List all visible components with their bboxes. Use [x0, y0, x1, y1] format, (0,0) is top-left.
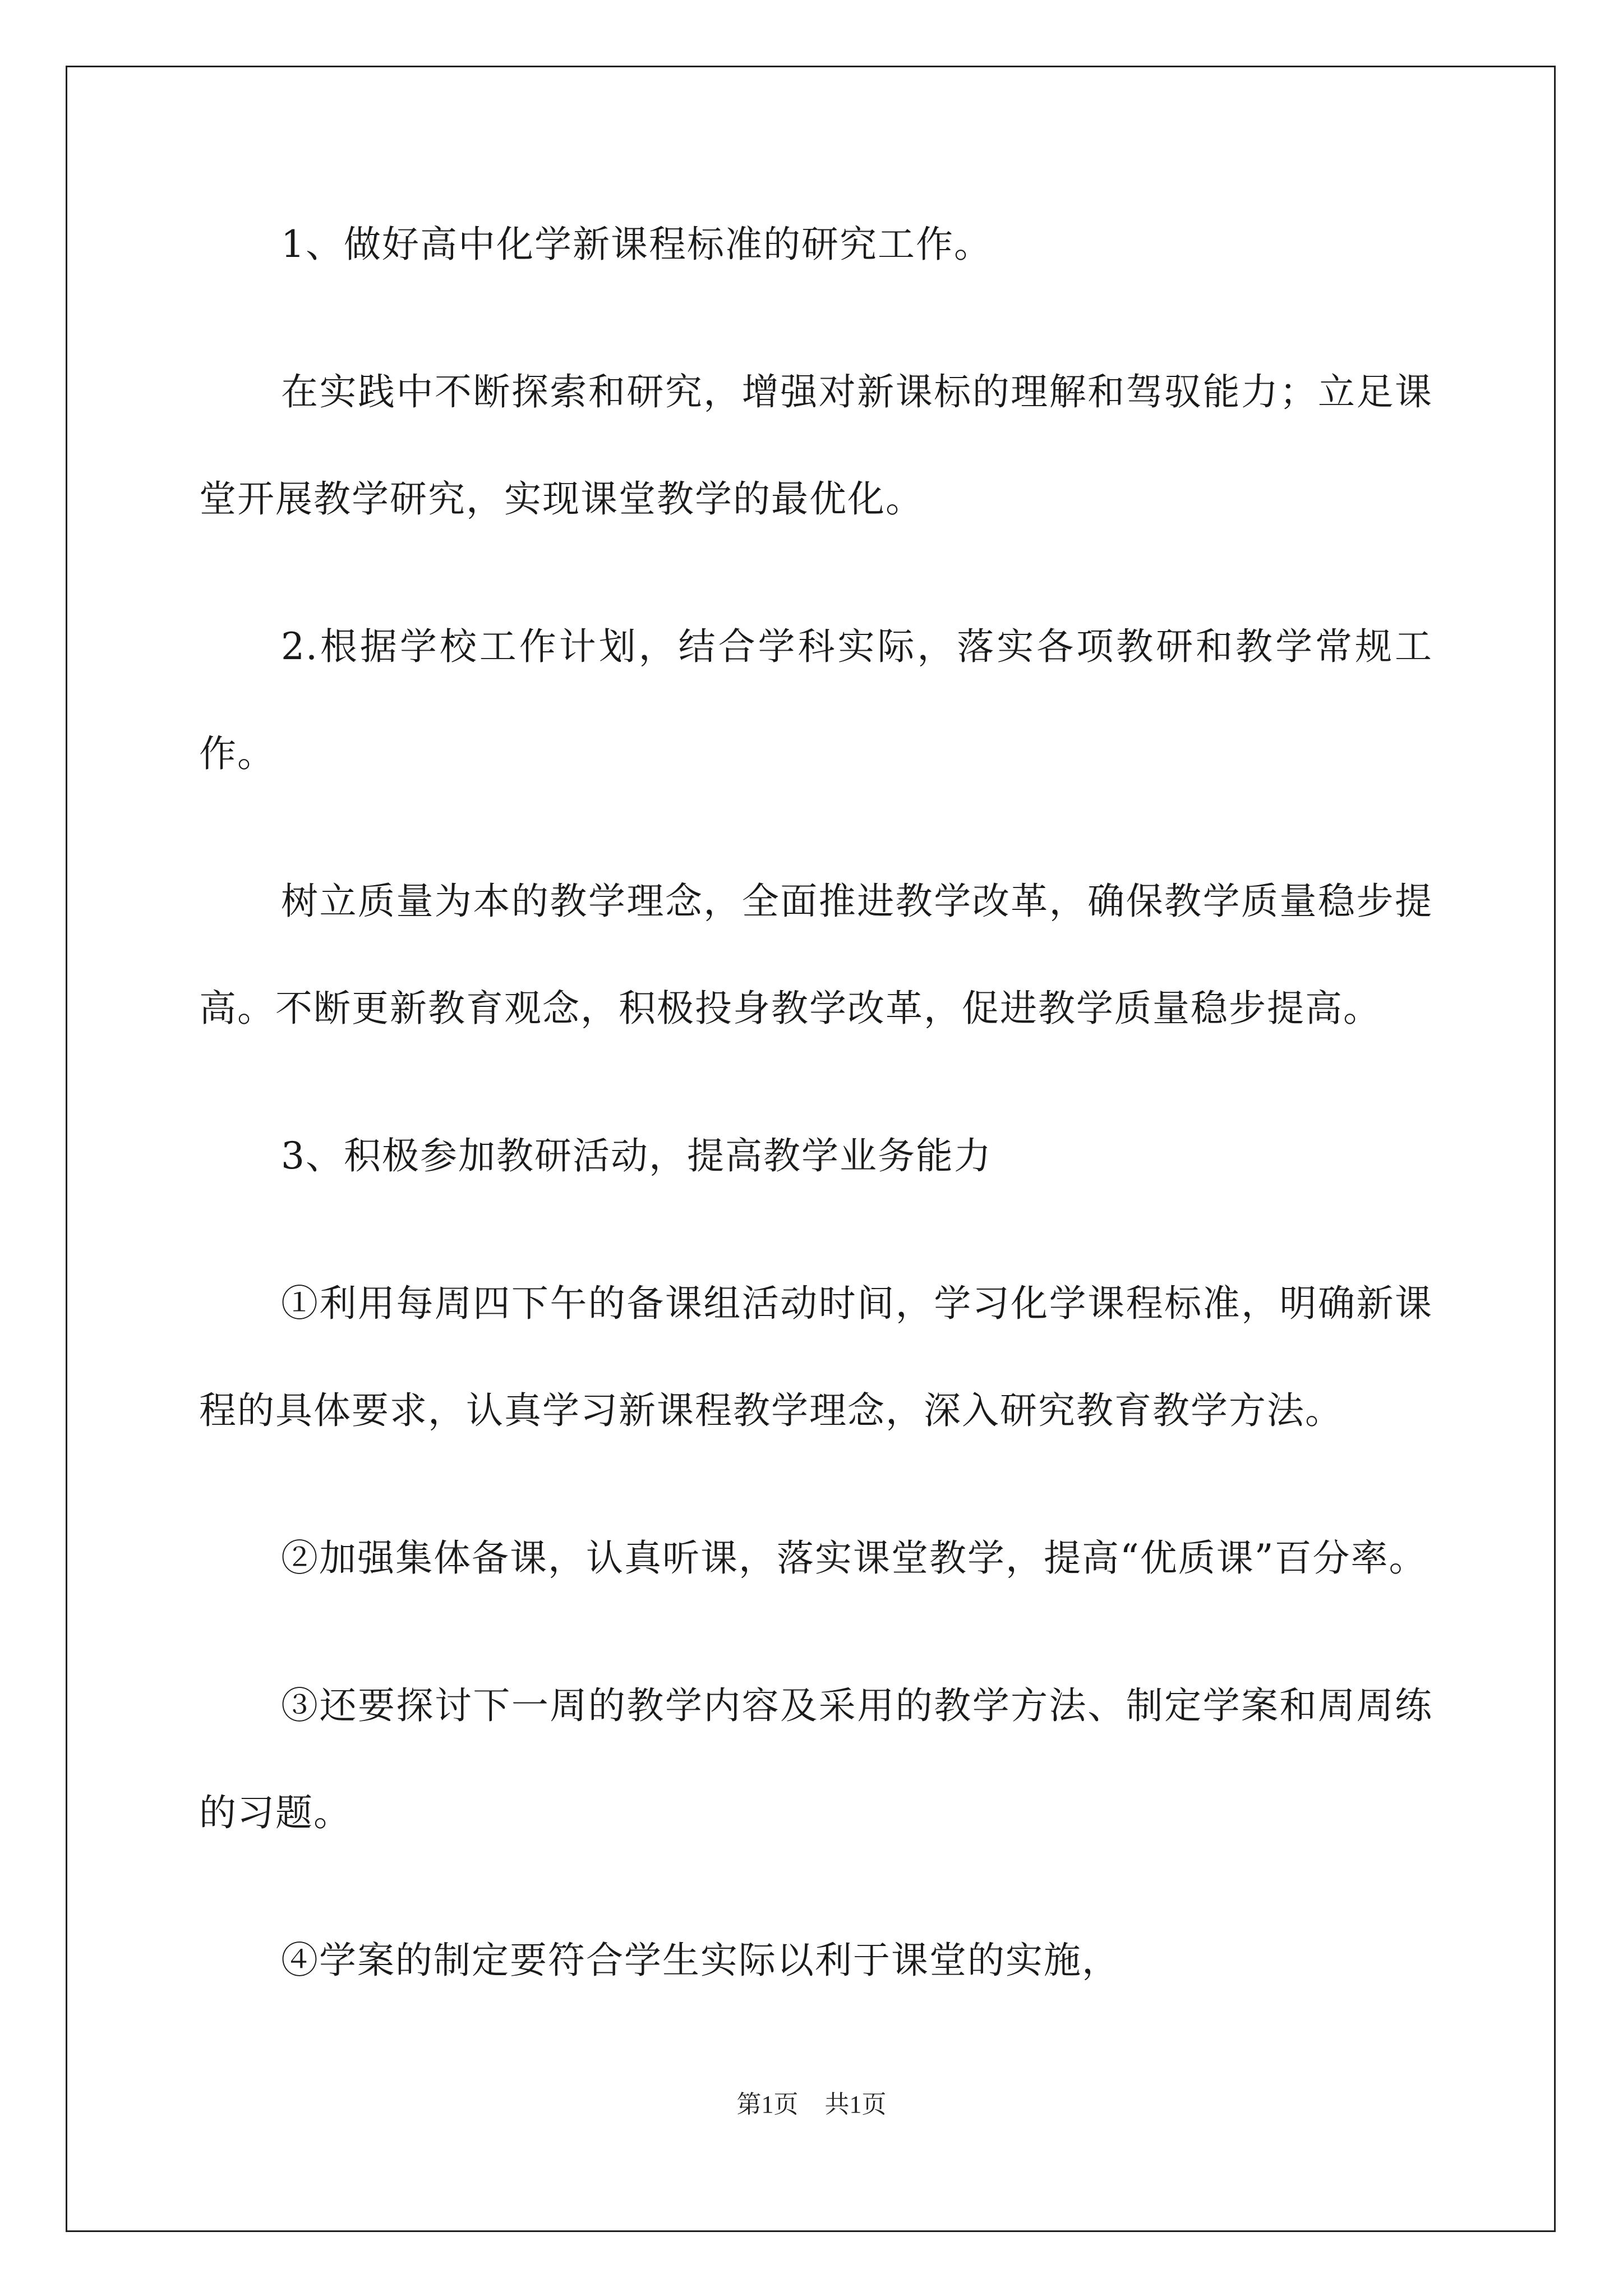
paragraph-5: 3、积极参加教研活动，提高教学业务能力 — [281, 1134, 992, 1177]
paragraph-7: ②加强集体备课，认真听课，落实课堂教学，提高“优质课”百分率。 — [281, 1536, 1427, 1580]
paragraph-9: ④学案的制定要符合学生实际以利于课堂的实施， — [281, 1939, 1120, 1982]
paragraph-8: ③还要探讨下一周的教学内容及采用的教学方法、制定学案和周周练的习题。 — [199, 1684, 1433, 1834]
page-footer — [0, 2088, 1623, 2122]
paragraph-1: 1、做好高中化学新课程标准的研究工作。 — [281, 223, 992, 266]
paragraph-2: 在实践中不断探索和研究，增强对新课标的理解和驾驭能力；立足课堂开展教学研究，实现课堂教学的最优化。 — [199, 370, 1433, 521]
paragraph-6: ①利用每周四下午的备课组活动时间，学习化学课程标准，明确新课程的具体要求，认真学习新课程教学理念，深入研究教育教学方法。 — [199, 1282, 1433, 1432]
page-total: 共1页 — [824, 2091, 887, 2118]
paragraph-3: 2.根据学校工作计划，结合学科实际，落实各项教研和教学常规工作。 — [199, 625, 1433, 775]
page-number: 第1页 — [736, 2091, 799, 2118]
paragraph-4: 树立质量为本的教学理念，全面推进教学改革，确保教学质量稳步提高。不断更新教育观念，积极投身教学改革，促进教学质量稳步提高。 — [199, 880, 1433, 1030]
document-body — [199, 191, 1433, 2054]
